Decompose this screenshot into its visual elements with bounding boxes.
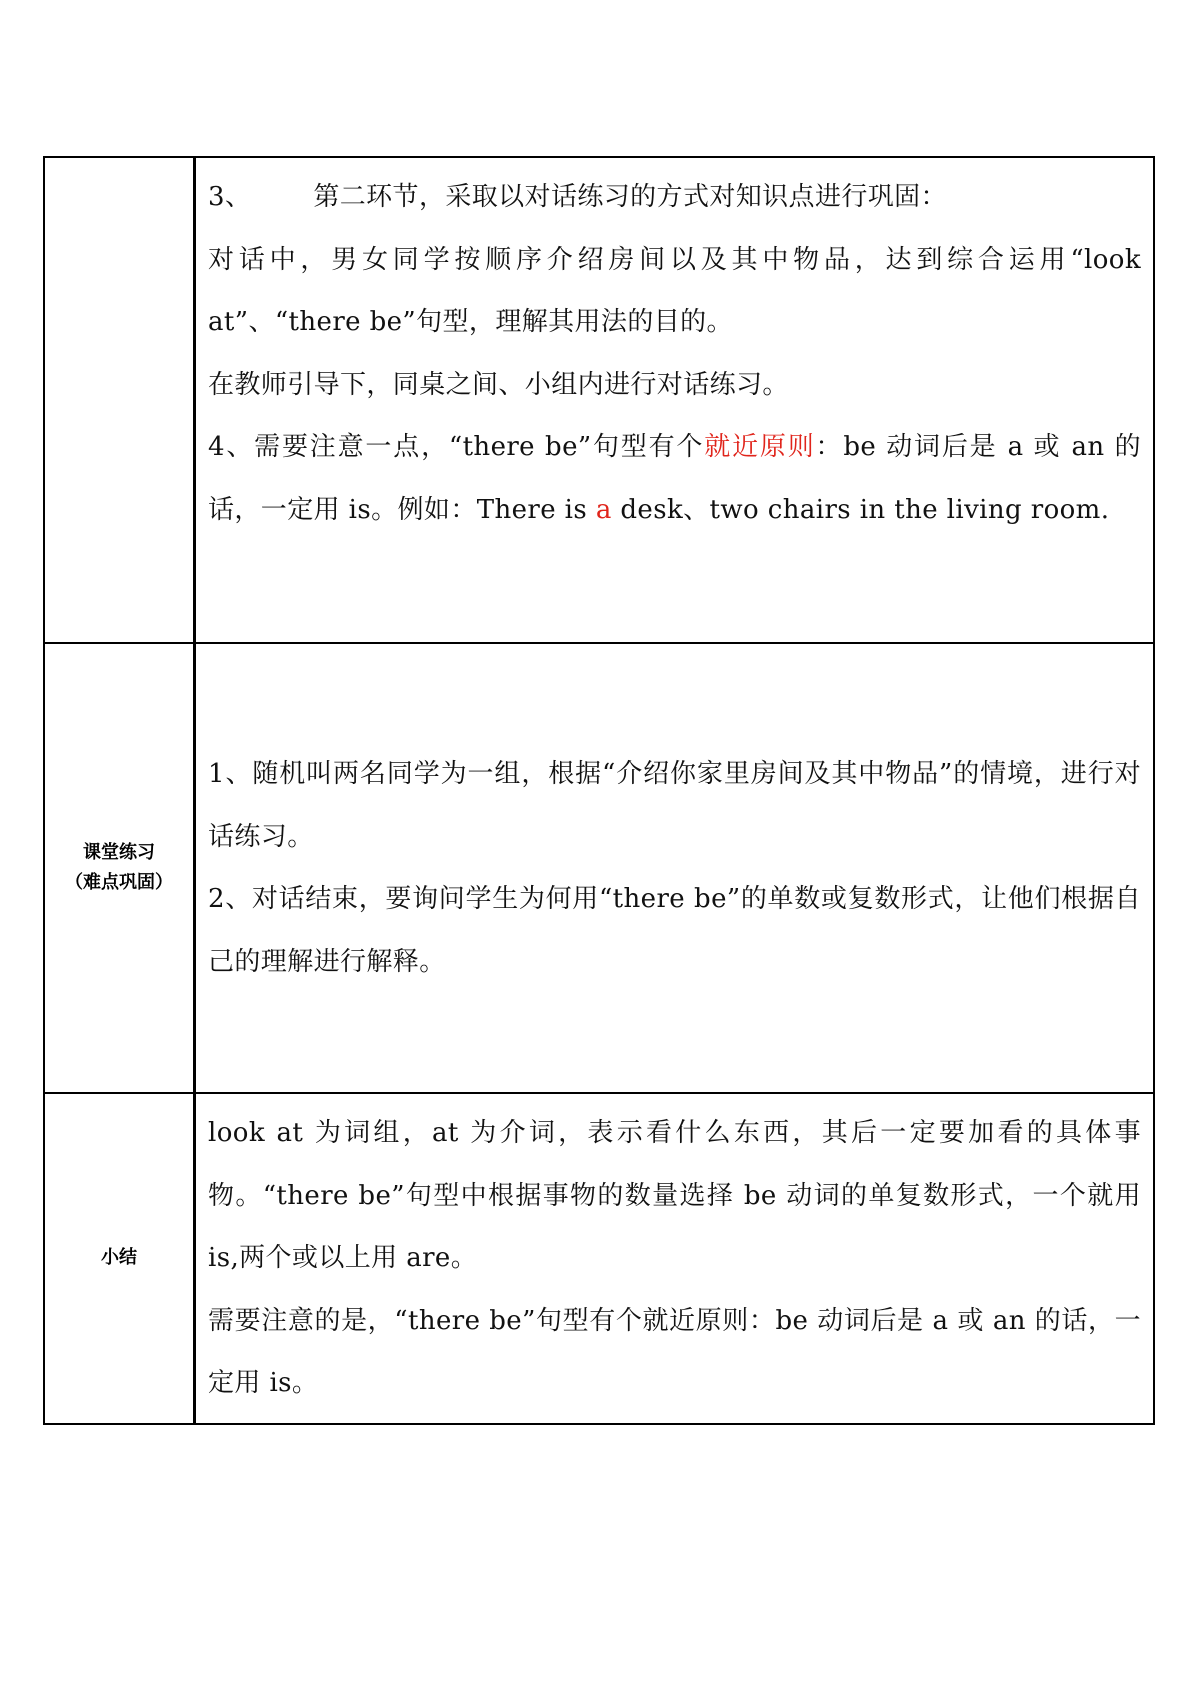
table-row	[44, 157, 1154, 643]
step-text: 第二环节，采取以对话练习的方式对知识点进行巩固：	[313, 182, 947, 212]
paragraph: look at 为词组，at 为介词，表示看什么东西，其后一定要加看的具体事物。“there be”句型中根据事物的数量选择 be 动词的单复数形式，一个就用 is,两个或以上用 are。	[208, 1118, 1141, 1273]
row-label: 课堂练习 （难点巩固）	[44, 643, 195, 1093]
step-number: 3、	[208, 182, 252, 212]
paragraph: 需要注意的是，“there be”句型有个就近原则：be 动词后是 a 或 an 的话，一定用 is。	[208, 1305, 1141, 1398]
paragraph: 2、对话结束，要询问学生为何用“there be”的单数或复数形式，让他们根据自己的理解进行解释。	[208, 884, 1141, 977]
row-content	[195, 643, 1155, 1093]
paragraph: 在教师引导下，同桌之间、小组内进行对话练习。	[208, 369, 789, 400]
row-label: 小结	[44, 1093, 195, 1424]
paragraph: 1、随机叫两名同学为一组，根据“介绍你家里房间及其中物品”的情境，进行对话练习。	[208, 759, 1141, 852]
text-run: ：be 动词后是 a 或 an 的话，一定用 is。例如：There is	[208, 432, 1141, 525]
table-row	[44, 1093, 1154, 1424]
row-content	[195, 1093, 1155, 1424]
paragraph: 对话中，男女同学按顺序介绍房间以及其中物品，达到综合运用“look at”、“there be”句型，理解其用法的目的。	[208, 244, 1141, 337]
highlight-text: 就近原则	[704, 432, 816, 462]
row-label	[44, 157, 195, 643]
text-run: desk、two chairs in the living room.	[611, 494, 1110, 525]
lesson-plan-table	[43, 156, 1155, 1425]
highlight-text: a	[595, 494, 612, 525]
paragraph	[208, 416, 1141, 541]
row-content	[195, 157, 1155, 643]
text-run: 4、需要注意一点，“there be”句型有个	[208, 432, 705, 462]
table-row	[44, 643, 1154, 1093]
paragraph	[208, 166, 1141, 229]
